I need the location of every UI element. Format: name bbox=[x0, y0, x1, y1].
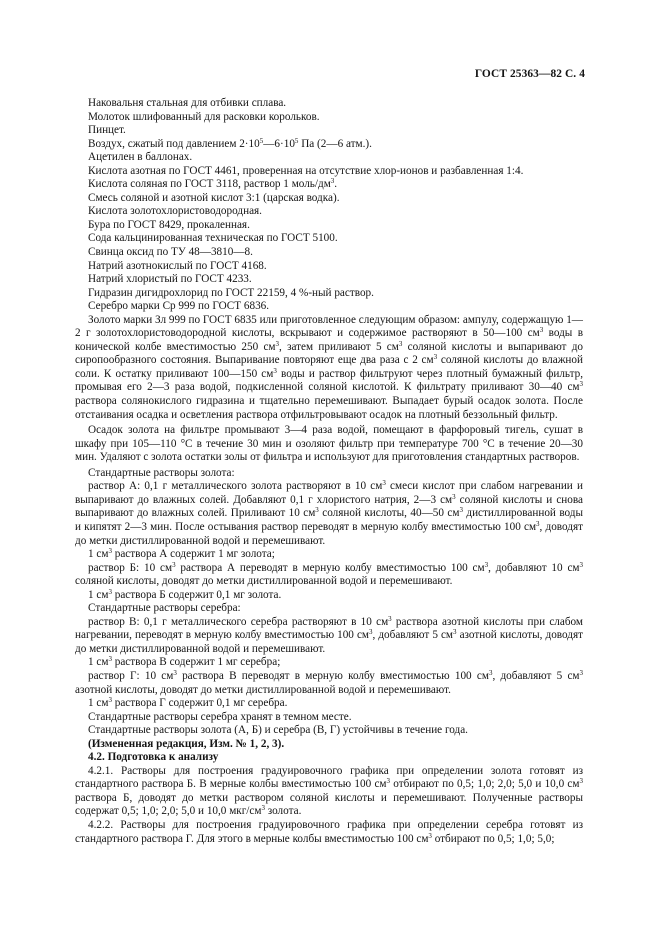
text-paragraph: 4.2.1. Растворы для построения градуировочного графика при определении золота готовят из стандартного раствора Б. В мерные колбы вместимостью 100 $см^3$ отбирают по 0,5; 1,0; 2,0; 5,0 и 10,0 $см^3$ раствора Б, доводят до метки раствором соляной кислоты и перемешивают. Полученные растворы содержат 0,5; 1,0; 2,0; 5,0 и 10,0 мкг/$см^3$ золота. bbox=[75, 764, 583, 818]
text-paragraph: Свинца оксид по ТУ 48—3810—8. bbox=[88, 246, 253, 259]
text-paragraph: Наковальня стальная для отбивки сплава. bbox=[88, 97, 287, 109]
text-paragraph: Сода кальцинированная техническая по ГОСТ 5100. bbox=[88, 232, 338, 245]
text-paragraph: Молоток шлифованный для расковки корольков. bbox=[88, 110, 320, 123]
text-paragraph: Кислота соляная по ГОСТ 3118, раствор 1 моль/$дм^3$. bbox=[88, 177, 338, 191]
text-paragraph: 4.2.2. Растворы для построения градуировочного графика при определении серебра готовят из стандартного раствора Г. Для этого в мерные колбы вместимостью 100 $см^3$ отбирают по 0,5; 1,0; 5,0; bbox=[75, 818, 583, 845]
text-paragraph: Ацетилен в баллонах. bbox=[88, 151, 193, 164]
text-paragraph: Кислота азотная по ГОСТ 4461, проверенная на отсутствие хлор-ионов и разбавленная 1:4. bbox=[88, 164, 524, 177]
text-paragraph: Бура по ГОСТ 8429, прокаленная. bbox=[88, 218, 250, 231]
text-paragraph: Натрий хлористый по ГОСТ 4233. bbox=[88, 273, 252, 286]
text-paragraph: раствор Г: 10 $см^3$ раствора В переводят в мерную колбу вместимостью 100 $см^3$, добавляют 5 $см^3$ азотной кислоты, доводят до метки дистиллированной водой и перемешивают. bbox=[75, 668, 584, 696]
text-paragraph: Серебро марки Ср 999 по ГОСТ 6836. bbox=[88, 300, 270, 313]
text-paragraph: Смесь соляной и азотной кислот 3:1 (царская водка). bbox=[88, 191, 340, 204]
text-paragraph: Стандартные растворы золота: bbox=[88, 466, 235, 479]
text-paragraph: Воздух, сжатый под давлением $2\cdot 10^5—6\cdot 10^5$ Па (2—6 атм.). bbox=[88, 136, 372, 150]
text-paragraph: Стандартные растворы серебра: bbox=[88, 602, 241, 615]
text-paragraph: раствор В: 0,1 г металлического серебра растворяют в 10 $см^3$ раствора азотной кислоты при слабом нагревании, переводят в мерную колбу вместимостью 100 $см^3$, добавляют 5 $см^3$ азотной кислоты, доводят до метки дистиллированной водой и перемешивают. bbox=[75, 614, 584, 655]
text-paragraph: Золото марки Зл 999 по ГОСТ 6835 или приготовленное следующим образом: ампулу, содержащую 1—2 г золотохлористоводородной кислоты, вскрывают и содержимое растворяют в 50—100 $см^3$ воды в конической колбе вместимостью 250 $см^3$, затем приливают 5 $см^3$ соляной кислоты и выпаривают до сиропообразного состояния. Выпаривание повторяют еще два раза с 2 $см^3$ соляной кислоты до влажной соли. К остатку приливают 100—150 $см^3$ воды и раствор фильтруют через плотный бумажный фильтр, промывая его 2—3 раза водой, подкисленной соляной кислотой. К фильтрату приливают 30—40 $см^3$ раствора солянокислого гидразина и тщательно перемешивают. Выпадает бурый осадок золота. После отстаивания осадка и осветления раствора отфильтровывают осадок на плотный беззольный фильтр. bbox=[75, 313, 583, 421]
amendment-note: (Измененная редакция, Изм. № 1, 2, 3). bbox=[88, 737, 285, 750]
text-paragraph: 1 $см^3$ раствора А содержит 1 мг золота; bbox=[88, 547, 275, 561]
text-paragraph: Стандартные растворы серебра хранят в темном месте. bbox=[88, 710, 352, 723]
text-paragraph: 1 $см^3$ раствора Г содержит 0,1 мг серебра. bbox=[88, 696, 288, 710]
text-paragraph: Стандартные растворы золота (А, Б) и серебра (В, Г) устойчивы в течение года. bbox=[88, 724, 468, 737]
text-paragraph: Осадок золота на фильтре промывают 3—4 раза водой, помещают в фарфоровый тигель, сушат в шкафу при 105—110 °С в течение 30 мин и озоляют фильтр при температуре 700 °С в течение 20—30 мин. Удаляют с золота остатки золы от фильтра и используют для приготовления стандартных растворов. bbox=[75, 424, 583, 464]
page-header: ГОСТ 25363—82 С. 4 bbox=[474, 68, 585, 80]
text-paragraph: Натрий азотнокислый по ГОСТ 4168. bbox=[88, 259, 267, 272]
text-paragraph: 1 $см^3$ раствора Б содержит 0,1 мг золота. bbox=[88, 587, 282, 601]
text-paragraph: 1 $см^3$ раствора В содержит 1 мг серебра; bbox=[88, 655, 281, 669]
text-paragraph: Гидразин дигидрохлорид по ГОСТ 22159, 4 %-ный раствор. bbox=[88, 286, 374, 299]
text-paragraph: раствор А: 0,1 г металлического золота растворяют в 10 $см^3$ смеси кислот при слабом нагревании и выпаривают до влажных солей. Добавляют 0,1 г хлористого натрия, 2—3 $см^3$ соляной кислоты и снова выпаривают до влажных солей. Приливают 10 $см^3$ соляной кислоты, 40—50 $см^3$ дистиллированной воды и кипятят 2—3 мин. После остывания раствор переводят в мерную колбу вместимостью 100 $см^3$, доводят до метки дистиллированной водой и перемешивают. bbox=[75, 479, 584, 547]
section-heading: 4.2. Подготовка к анализу bbox=[88, 751, 219, 764]
text-paragraph: Пинцет. bbox=[88, 124, 126, 137]
text-paragraph: Кислота золотохлористоводородная. bbox=[88, 205, 262, 218]
text-paragraph: раствор Б: 10 $см^3$ раствора А переводят в мерную колбу вместимостью 100 $см^3$, добавляют 10 $см^3$ соляной кислоты, доводят до метки дистиллированной водой и перемешивают. bbox=[75, 560, 583, 588]
document-body bbox=[75, 97, 583, 846]
